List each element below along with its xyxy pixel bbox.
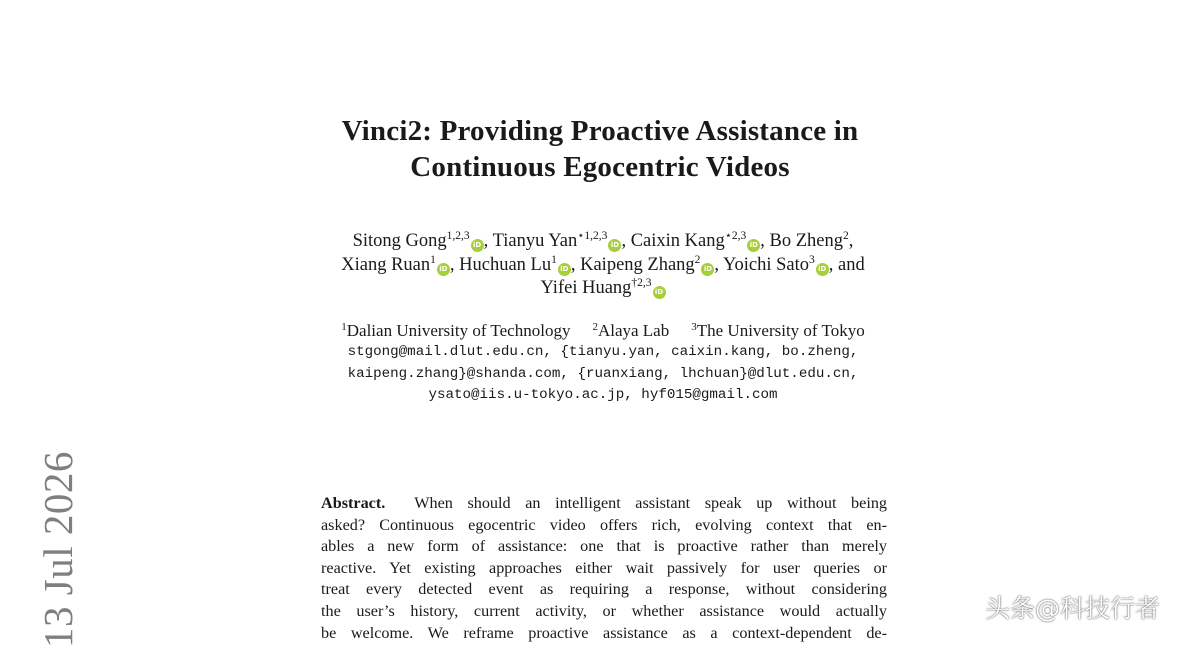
- affiliation: $^3$The University of Tokyo: [691, 321, 865, 340]
- author-affiliation-mark: 3: [809, 253, 815, 266]
- affiliation: $^2$Alaya Lab: [592, 321, 670, 340]
- author: [459, 255, 571, 275]
- author-line-2: Xiang Ruan$^1$iD , Huchuan Lu$^1$iD , Kaipeng Zhang$^2$iD , Yoichi Sato$^3$iD , and: [341, 253, 865, 275]
- author-affiliation-mark: 2: [843, 230, 849, 242]
- orcid-icon[interactable]: iD: [653, 286, 666, 299]
- author: [580, 255, 714, 275]
- abstract-heading: Abstract.: [321, 494, 386, 512]
- author: [540, 278, 665, 298]
- title-line: Vinci2: Providing Proactive Assistance in: [341, 115, 859, 147]
- author-affiliation-mark: 1,2,3: [446, 230, 470, 242]
- abstract-line: the user’s history, current activity, or whether assistance would actually: [321, 601, 887, 620]
- paper-title: [0, 113, 1200, 185]
- orcid-icon[interactable]: iD: [437, 263, 450, 276]
- watermark: 头条@科技行者: [985, 594, 1161, 623]
- author-list: [0, 230, 1200, 301]
- author-name: Bo Zheng: [769, 231, 844, 251]
- author-name: Huchuan Lu: [459, 254, 552, 275]
- title-line: Continuous Egocentric Videos: [410, 151, 790, 183]
- abstract-line: be welcome. We reframe proactive assistance as a context-dependent de-: [321, 623, 887, 642]
- author-name: Xiang Ruan: [341, 254, 431, 275]
- author-affiliation-mark: ⋆1,2,3: [577, 230, 608, 242]
- abstract-line: Abstract. When should an intelligent assistant speak up without being: [321, 494, 888, 512]
- orcid-icon[interactable]: iD: [471, 239, 484, 252]
- author-name: Sitong Gong: [352, 231, 447, 251]
- author-affiliation-mark: 1: [430, 253, 436, 266]
- author-name: Yoichi Sato: [723, 254, 810, 275]
- author-line-3: [0, 277, 1200, 301]
- author: [341, 255, 450, 275]
- affiliation: $^1$Dalian University of Technology: [341, 321, 571, 340]
- author-name: Kaipeng Zhang: [580, 254, 695, 275]
- abstract-line: ables a new form of assistance: one that is proactive rather than merely: [321, 537, 887, 556]
- arxiv-side-stamp: 13 Jul 2026: [35, 451, 81, 648]
- orcid-icon[interactable]: iD: [558, 263, 571, 276]
- author-emails: [0, 342, 1200, 407]
- author-affiliation-mark: †2,3: [631, 277, 652, 289]
- affiliations: [0, 320, 1200, 342]
- email-line: kaipeng.zhang}@shanda.com, {ruanxiang, lhchuan}@dlut.edu.cn,: [347, 365, 859, 382]
- author: [493, 231, 622, 251]
- author-name: Tianyu Yan: [492, 231, 578, 251]
- author-line-1: Sitong Gong$^{1,2,3}$iD , Tianyu Yan$^{⋆1,2,3}$iD , Caixin Kang$^{⋆2,3}$iD , Bo Zheng$^2$,: [352, 230, 854, 251]
- author: [353, 231, 484, 251]
- author: [631, 231, 761, 251]
- author-name: Caixin Kang: [630, 231, 725, 251]
- author: [723, 255, 829, 275]
- author-affiliation-mark: ⋆2,3: [724, 230, 747, 242]
- abstract-line: reactive. Yet existing approaches either wait passively for user queries or: [321, 558, 887, 577]
- orcid-icon[interactable]: iD: [816, 263, 829, 276]
- abstract-line: treat every detected event as requiring a response, without considering: [321, 580, 887, 599]
- orcid-icon[interactable]: iD: [747, 239, 760, 252]
- orcid-icon[interactable]: iD: [701, 263, 714, 276]
- author: [770, 231, 849, 251]
- author-affiliation-mark: 1: [551, 253, 557, 266]
- abstract-line: asked? Continuous egocentric video offers rich, evolving context that en-: [321, 515, 887, 534]
- author-affiliation-mark: 2: [694, 253, 701, 266]
- orcid-icon[interactable]: iD: [608, 239, 621, 252]
- email-line: stgong@mail.dlut.edu.cn, {tianyu.yan, caixin.kang, bo.zheng,: [347, 344, 859, 360]
- author-name: Yifei Huang: [540, 278, 632, 298]
- abstract: [321, 493, 887, 644]
- email-line: ysato@iis.u-tokyo.ac.jp, hyf015@gmail.com: [428, 387, 778, 403]
